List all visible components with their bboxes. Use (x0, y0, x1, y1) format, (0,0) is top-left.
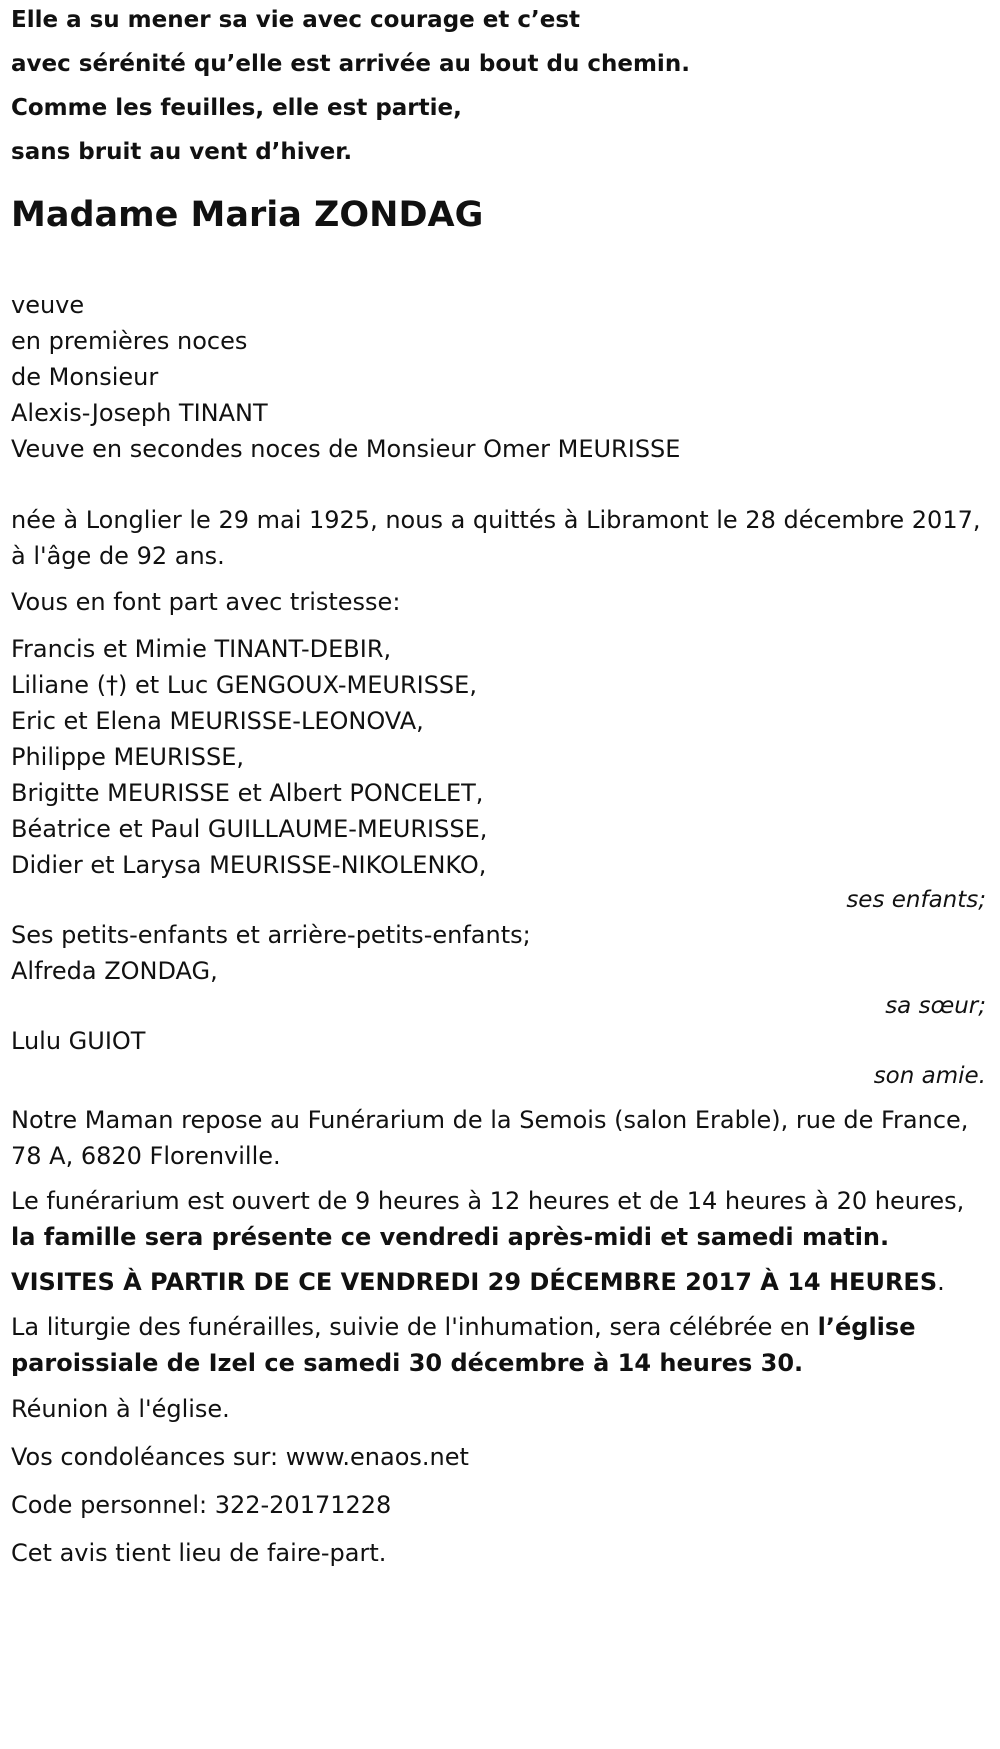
widow-block (11, 287, 986, 467)
visits-text (11, 1264, 986, 1300)
widow-line: en premières noces (11, 327, 248, 355)
hours-bold: la famille sera présente ce vendredi après-midi et samedi matin. (11, 1223, 890, 1251)
widow-line: de Monsieur (11, 363, 159, 391)
liturgy-text (11, 1309, 986, 1381)
code-text: Code personnel: 322-20171228 (11, 1491, 392, 1519)
children-label: ses enfants; (846, 887, 986, 913)
poem-line: sans bruit au vent d’hiver. (11, 139, 353, 165)
list-item: Philippe MEURISSE, (11, 743, 245, 771)
closing-text: Cet avis tient lieu de faire-part. (11, 1539, 387, 1567)
liturgy-normal: La liturgie des funérailles, suivie de l'inhumation, sera célébrée en (11, 1313, 818, 1341)
grandchildren-text: Ses petits-enfants et arrière-petits-enfants; (11, 921, 531, 949)
sister-name: Alfreda ZONDAG, (11, 957, 218, 985)
list-item: Eric et Elena MEURISSE-LEONOVA, (11, 707, 424, 735)
list-item: Didier et Larysa MEURISSE-NIKOLENKO, (11, 851, 487, 879)
deceased-name: Madame Maria ZONDAG (11, 195, 484, 235)
rest-text: Notre Maman repose au Funérarium de la Semois (salon Erable), rue de France, 78 A, 6820 Florenville. (11, 1106, 969, 1170)
meeting-text: Réunion à l'église. (11, 1395, 230, 1423)
visits-bold: VISITES À PARTIR DE CE VENDREDI 29 DÉCEMBRE 2017 À 14 HEURES (11, 1268, 938, 1296)
sister-label: sa sœur; (885, 993, 986, 1019)
friend-label: son amie. (873, 1063, 986, 1089)
birth-death-text: née à Longlier le 29 mai 1925, nous a quittés à Libramont le 28 décembre 2017, à l'âge de 92 ans. (11, 506, 981, 570)
hours-text (11, 1183, 986, 1255)
poem-line: avec sérénité qu’elle est arrivée au bout du chemin. (11, 51, 690, 77)
widow-line: veuve (11, 291, 85, 319)
visits-end: . (937, 1268, 945, 1296)
widow-line: Alexis-Joseph TINANT (11, 399, 268, 427)
liturgy-bold: l’église paroissiale de Izel ce samedi 30 décembre à 14 heures 30. (11, 1313, 916, 1377)
widow-line: Veuve en secondes noces de Monsieur Omer MEURISSE (11, 435, 681, 463)
poem-line: Elle a su mener sa vie avec courage et c’est (11, 7, 581, 33)
hours-normal: Le funérarium est ouvert de 9 heures à 12 heures et de 14 heures à 20 heures, (11, 1187, 965, 1215)
children-list (11, 631, 986, 883)
announce-text: Vous en font part avec tristesse: (11, 588, 401, 616)
list-item: Brigitte MEURISSE et Albert PONCELET, (11, 779, 484, 807)
condolences-text: Vos condoléances sur: www.enaos.net (11, 1443, 469, 1471)
friend-name: Lulu GUIOT (11, 1027, 146, 1055)
list-item: Francis et Mimie TINANT-DEBIR, (11, 635, 392, 663)
list-item: Liliane (†) et Luc GENGOUX-MEURISSE, (11, 671, 477, 699)
list-item: Béatrice et Paul GUILLAUME-MEURISSE, (11, 815, 488, 843)
spacer (11, 467, 986, 502)
poem-line: Comme les feuilles, elle est partie, (11, 95, 462, 121)
poem (11, 0, 986, 167)
